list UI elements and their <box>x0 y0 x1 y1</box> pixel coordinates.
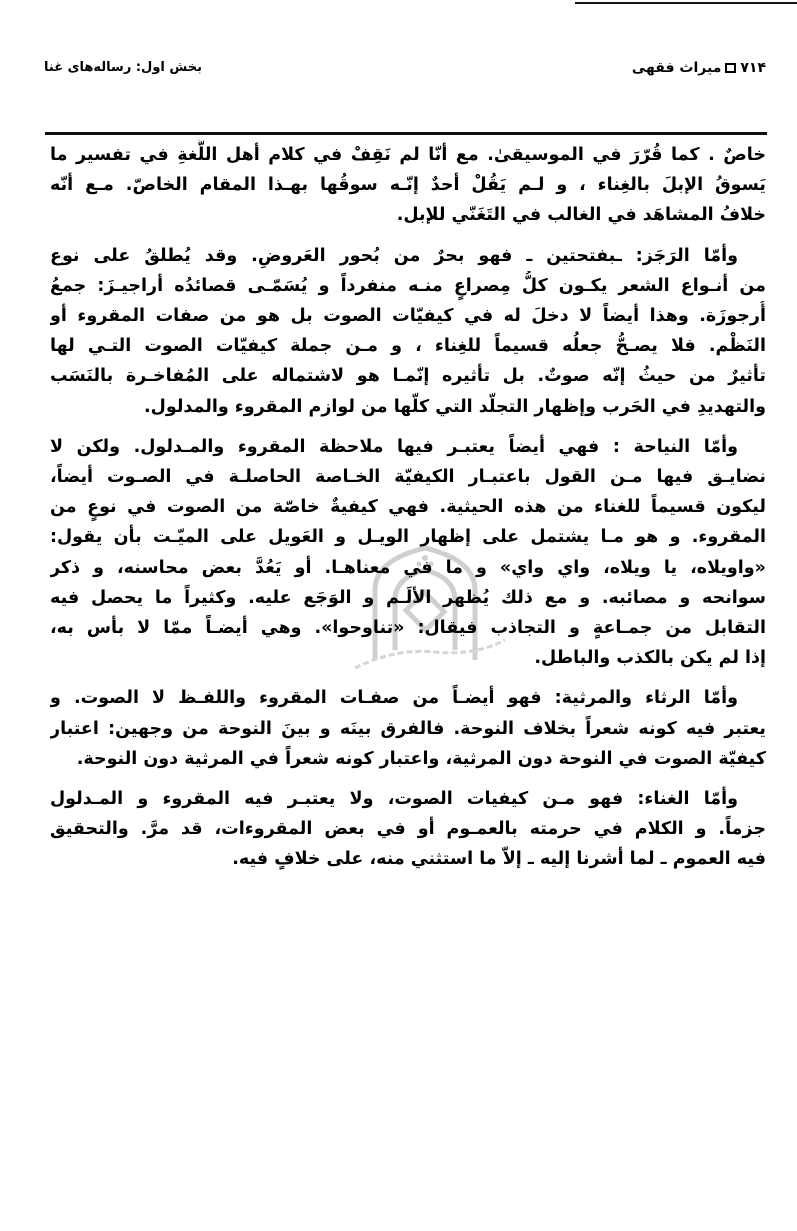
paragraph <box>50 432 766 674</box>
text-line: يعتبر فيه كونه شعراً بخلاف النوحة. فالفرق بينَه و بينَ النوحة من وجهين: اعتبار <box>50 718 766 739</box>
text-line: نضايـق فيها مـن القول باعتبـار الكيفيّة الخـاصة الحاصلـة في الصـوت أيضاً، <box>50 467 766 488</box>
text-line: سوانحه و مصائبه. و مع ذلك يُظهر الألَـم و الوَجَع عليه. وكثيراً ما يحصل فيه <box>50 587 766 608</box>
header-rule <box>45 132 767 135</box>
page-number: ۷۱۴ <box>740 60 766 76</box>
text-line: وأمّا الغناء: فهو مـن كيفيات الصوت، ولا يعتبـر فيه المقروء و المـدلول <box>50 789 738 810</box>
top-edge-rule <box>575 2 797 4</box>
paragraph <box>50 784 766 875</box>
paragraph <box>50 241 766 422</box>
text-line: «واويلاه، يا ويلاه، واي واي» و ما في معناهـا. أو يَعُدَّ بعض محاسنه، و ذكر <box>50 557 766 578</box>
text-line: النَظْم. فلا يصـحُّ جعلُه قسيماً للغِناء ، و مـن جملة كيفيّات الصوت التـي لها <box>50 336 766 357</box>
text-line: التقابل من جمـاعةٍ و التجاذب فيقال: «تناوحوا». وهي أيضـاً ممّا لا بأس به، <box>50 618 766 639</box>
text-line: من أنـواع الشعر يكـون كلُّ مِصراعٍ منـه منفرداً و يُسَمّـى قصائدُه أراجيـزَ: جمعُ <box>50 275 766 296</box>
text-line: فيه العموم ـ لما أشرنا إليه ـ إلاّ ما استثني منه، على خلافٍ فيه. <box>232 849 766 870</box>
text-line: تأثيرٌ من حيثُ إنّه صوتٌ. بل تأثيره إنّمـا هو لاشتماله على المُفاخـرة بالنَسَب <box>50 366 766 387</box>
text-line: إذا لم يكن بالكذب والباطل. <box>534 648 766 669</box>
header-page-info <box>632 60 766 76</box>
text-line: والتهديدِ في الحَرب وإظهار التجلّد التي كلّها من لوازم المقروء والمدلول. <box>144 396 766 417</box>
text-line: وأمّا النياحة : فهي أيضاً يعتبـر فيها ملاحظة المقروء والمـدلول. ولكن لا <box>50 436 738 457</box>
text-line: المقروء. و هو مـا يشتمل على إظهار الويـل و العَويل على الميّـت بأن يقول: <box>50 527 766 548</box>
text-line: أُرجوزَة. وهذا أيضاً لا دخلَ له في كيفيّات الصوت بل هو من صفات المقروء أو <box>50 306 766 327</box>
section-title: بخش اول: رساله‌های غنا <box>44 60 203 75</box>
square-separator-icon <box>725 63 736 73</box>
book-title: میراث فقهی <box>631 60 722 76</box>
text-line: خلافُ المشاهَد في الغالب في التَغَنّي للإبل. <box>396 205 766 226</box>
text-line: وأمّا الرثاء والمرثية: فهو أيضـاً من صفـات المقروء واللفـظ لا الصوت. و <box>50 688 738 709</box>
paragraph <box>50 140 766 231</box>
page-body <box>50 140 766 885</box>
text-line: خاصٌ . كما قُرّرَ في الموسيقىٰ. مع أنّا لم نَقِفْ في كلام أهل اللُّغةِ في تفسير ما <box>50 145 766 165</box>
text-line: ليكون قسيماً للغناء من هذه الحيثية. فهي كيفيةٌ خاصّة من الصوت في نوعٍ من <box>50 497 766 518</box>
text-line: يَسوقُ الإبلَ بالغِناء ، و لـم يَقُلْ أحدٌ إنّـه سوقُها بهـذا المقام الخاصّ. مـع أنّه <box>50 175 766 196</box>
text-line: كيفيّة الصوت في النوحة دون المرثية، واعتبار كونه شعراً في المرثية دون النوحة. <box>76 748 766 769</box>
paragraph <box>50 683 766 774</box>
text-line: جزماً. و الكلام في حرمته بالعمـوم أو في بعض المقروءات، قد مرَّ. والتحقيق <box>50 819 766 840</box>
running-header <box>44 60 766 90</box>
text-line: وأمّا الرَجَز: ـبفتحتين ـ فهو بحرٌ من بُحور العَروضِ. وقد يُطلقُ على نوع <box>50 245 738 266</box>
